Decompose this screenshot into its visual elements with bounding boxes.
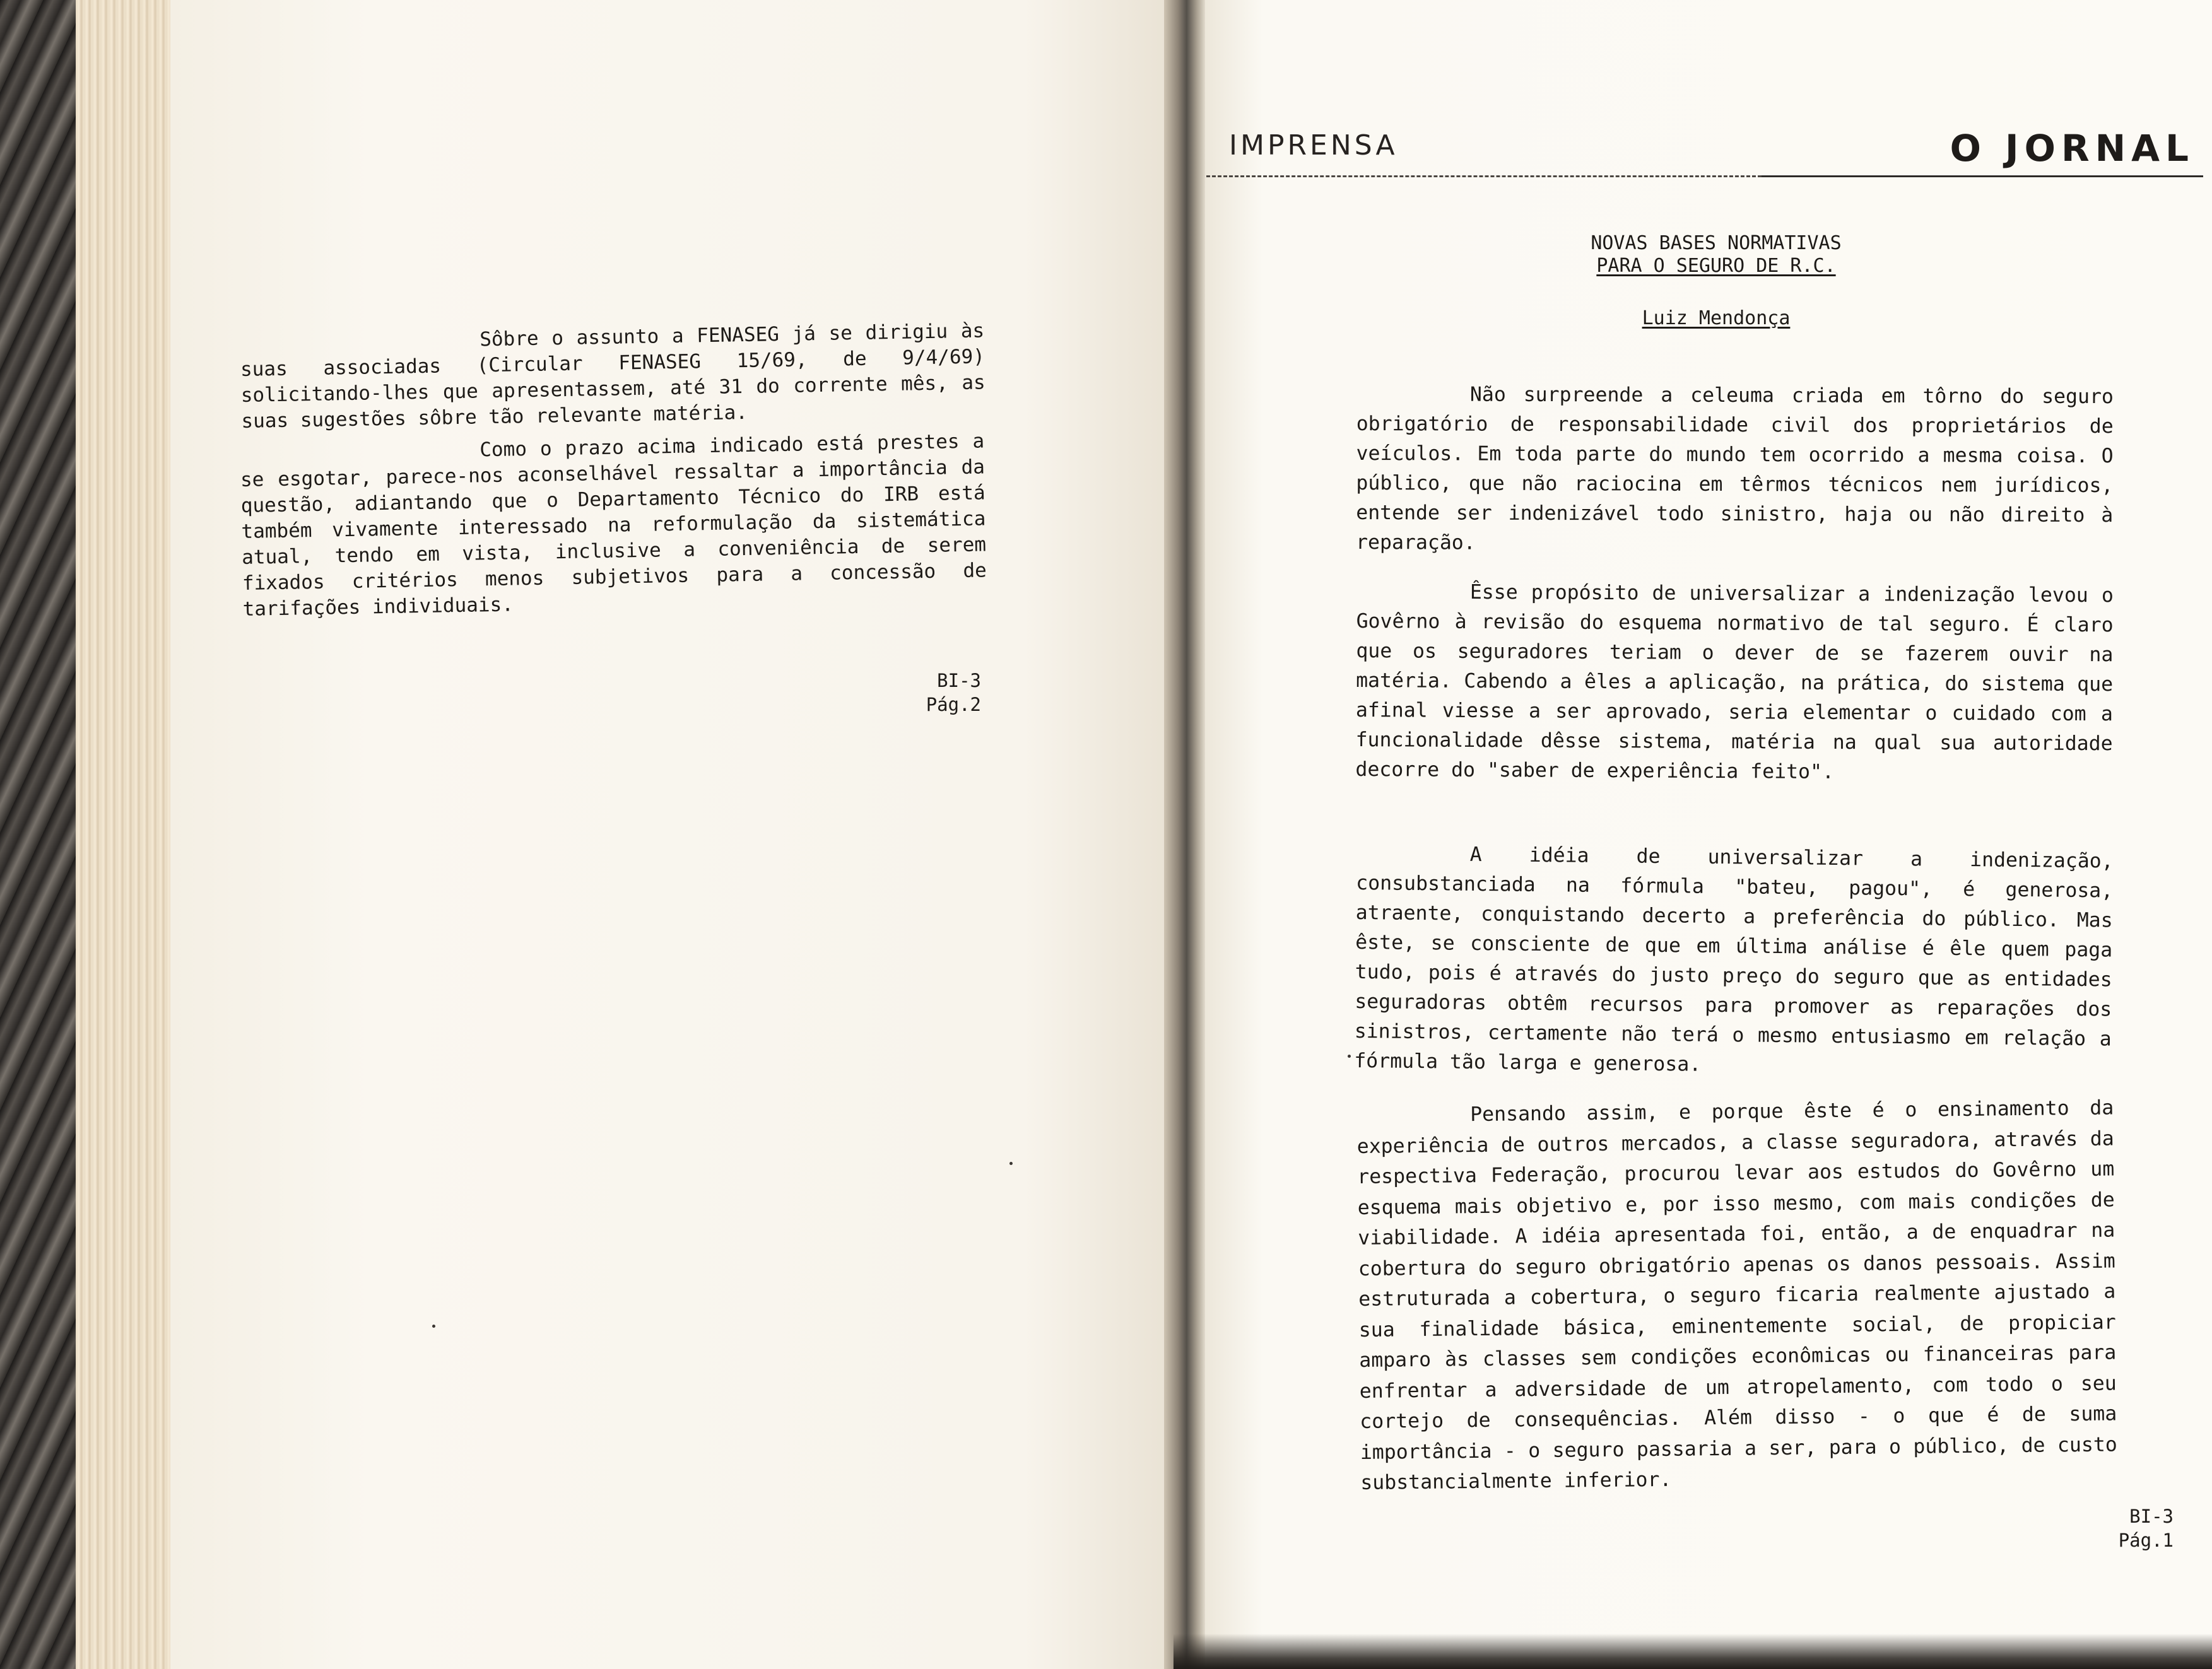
paragraph-indent bbox=[1356, 1121, 1470, 1122]
left-page-reference bbox=[855, 669, 981, 717]
newspaper-name: O JORNAL bbox=[1950, 127, 2194, 170]
article-author: Luiz Mendonça bbox=[1642, 307, 1791, 329]
left-page-number: Pág.2 bbox=[926, 694, 981, 715]
left-paragraph-2-text: Como o prazo acima indicado está prestes a se esgotar, parece-nos aconselhável ressaltar a importância da questão, adiantando que o Departamento Técnico do IRB está também vivamente interessado na reformulação da sistemática atual, tendo em vista, inclusive a conveniência de serem fixados critérios menos subjetivos para a concessão de tarifações individuais. bbox=[240, 430, 987, 621]
left-paragraph-2 bbox=[240, 428, 987, 623]
scan-speck bbox=[432, 1325, 435, 1328]
scan-speck bbox=[1348, 1055, 1351, 1058]
left-paragraph-1-text: Sôbre o assunto a FENASEG já se dirigiu às suas associadas (Circular FENASEG 15/69, de 9/4/69) solicitando-lhes que apresentassem, até 31 do corrente mês, as suas sugestões sôbre tão relevante matéria. bbox=[240, 319, 985, 433]
right-paragraph-3-text: A idéia de universalizar a indenização, consubstanciada na fórmula "bateu, pagou", é generosa, atraente, conquistando decerto a preferência do público. Mas êste, se consciente de que em última análise é êle quem paga tudo, pois é através do justo preço do seguro que as entidades seguradoras obtêm recursos para promover as reparações dos sinistros, certamente não terá o mesmo entusiasmo em relação a fórmula tão larga e generosa. bbox=[1354, 843, 2114, 1076]
paragraph-indent bbox=[1356, 860, 1470, 861]
masthead-rule bbox=[1206, 175, 1762, 177]
paragraph-indent bbox=[240, 346, 480, 350]
right-paragraph-3 bbox=[1354, 839, 2114, 1084]
right-doc-code: BI-3 bbox=[2129, 1506, 2174, 1527]
marbled-cover-edge bbox=[0, 0, 76, 1669]
right-paragraph-1-text: Não surpreende a celeuma criada em tôrno do seguro obrigatório de responsabilidade civil dos proprietários de veículos. Em toda parte do mundo tem ocorrido a mesma coisa. O público, que não raciocina em têrmos técnicos nem jurídicos, entende ser indenizável todo sinistro, haja ou não direito à reparação. bbox=[1356, 383, 2114, 554]
page-bottom-shadow bbox=[1174, 1634, 2212, 1669]
right-page-number: Pág.1 bbox=[2118, 1530, 2174, 1551]
paragraph-indent bbox=[240, 456, 480, 460]
article-title-line-2: PARA O SEGURO DE R.C. bbox=[1596, 255, 1836, 277]
left-page bbox=[170, 0, 1174, 1669]
page-stack-edge bbox=[76, 0, 170, 1669]
left-doc-code: BI-3 bbox=[937, 670, 981, 691]
left-paragraph-1 bbox=[240, 318, 986, 435]
newspaper-masthead bbox=[1229, 127, 2194, 170]
article-title bbox=[1527, 232, 1905, 278]
paragraph-indent bbox=[1356, 598, 1470, 599]
section-label: IMPRENSA bbox=[1229, 129, 1398, 161]
right-paragraph-4 bbox=[1356, 1092, 2118, 1498]
masthead-rule-solid bbox=[1762, 175, 2203, 177]
book-gutter bbox=[1164, 0, 1205, 1669]
right-paragraph-2 bbox=[1355, 577, 2114, 788]
right-paragraph-2-text: Êsse propósito de universalizar a indenização levou o Govêrno à revisão do esquema normativo de tal seguro. É claro que os seguradores teriam o dever de se fazerem ouvir na matéria. Cabendo a êles a aplicação, na prática, do sistema que afinal viesse a ser aprovado, seria elementar o cuidado com a funcionalidade dêsse sistema, matéria na qual sua autoridade decorre do "saber de experiência feito". bbox=[1355, 580, 2114, 783]
right-page-reference bbox=[2047, 1504, 2174, 1552]
right-paragraph-4-text: Pensando assim, e porque êste é o ensinamento da experiência de outros mercados, a classe seguradora, através da respectiva Federação, procurou levar aos estudos do Govêrno um esquema mais objetivo e, por isso mesmo, com mais condições de viabilidade. A idéia apresentada foi, então, a de enquadrar na cobertura do seguro obrigatório apenas os danos pessoais. Assim estruturada a cobertura, o seguro ficaria realmente ajustado a sua finalidade básica, eminentemente social, de propiciar amparo às classes sem condições econômicas ou financeiras para enfrentar a adversidade de um atropelamento, com todo o seu cortejo de consequências. Além disso - o que é de suma importância - o seguro passaria a ser, para o público, de custo substancialmente inferior. bbox=[1356, 1096, 2117, 1494]
article-title-line-1: NOVAS BASES NORMATIVAS bbox=[1591, 232, 1842, 254]
right-paragraph-1 bbox=[1356, 380, 2114, 560]
scan-speck bbox=[1009, 1162, 1013, 1165]
